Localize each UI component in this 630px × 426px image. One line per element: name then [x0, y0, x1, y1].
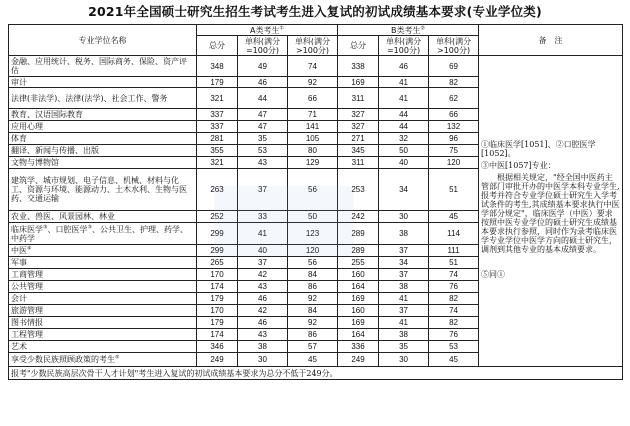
- b-sub2: 120: [429, 157, 479, 169]
- b-sub1: 38: [379, 329, 429, 341]
- b-total: 255: [338, 257, 379, 269]
- b-sub1: 50: [379, 145, 429, 157]
- b-sub2: 111: [429, 245, 479, 257]
- major-name: 公共管理: [9, 281, 197, 293]
- b-sub2: 53: [429, 341, 479, 353]
- a-sub2: 120: [288, 245, 338, 257]
- a-sub1: 47: [238, 109, 288, 121]
- header-b-sub1: 单科(满分=100分): [379, 36, 429, 56]
- b-sub1: 40: [379, 157, 429, 169]
- b-sub2: 82: [429, 317, 479, 329]
- a-sub2: 84: [288, 269, 338, 281]
- a-sub2: 45: [288, 353, 338, 367]
- a-sub2: 86: [288, 281, 338, 293]
- b-sub1: 38: [379, 281, 429, 293]
- major-name: 艺术: [9, 341, 197, 353]
- a-sub1: 33: [238, 211, 288, 223]
- a-sub2: 92: [288, 317, 338, 329]
- major-name: 建筑学、城市规划、电子信息、机械、材料与化工、资源与环境、能源动力、土木水利、生物与医药、交通运输: [9, 169, 197, 211]
- footnote-row: [9, 367, 623, 380]
- a-sub2: 80: [288, 145, 338, 157]
- b-total: 289: [338, 223, 379, 245]
- b-sub2: 82: [429, 293, 479, 305]
- major-name: 临床医学③、口腔医学③、公共卫生、护理、药学、中药学: [9, 223, 197, 245]
- header-b-total: 总分: [338, 36, 379, 56]
- a-sub2: 57: [288, 341, 338, 353]
- header-group-b: B类考生②: [338, 25, 479, 36]
- a-sub1: 43: [238, 329, 288, 341]
- b-total: 249: [338, 353, 379, 367]
- b-sub2: 114: [429, 223, 479, 245]
- note-2: ③中医[1057]专业：: [481, 161, 556, 170]
- b-sub1: 37: [379, 245, 429, 257]
- major-name: 应用心理: [9, 121, 197, 133]
- major-name: 翻译、新闻与传播、出版: [9, 145, 197, 157]
- a-total: 265: [197, 257, 238, 269]
- a-sub2: 141: [288, 121, 338, 133]
- b-sub1: 41: [379, 293, 429, 305]
- a-sub2: 92: [288, 77, 338, 88]
- b-sub2: 76: [429, 329, 479, 341]
- a-sub2: 92: [288, 293, 338, 305]
- a-sub1: 38: [238, 341, 288, 353]
- a-total: 174: [197, 329, 238, 341]
- b-total: 336: [338, 341, 379, 353]
- a-total: 321: [197, 88, 238, 109]
- a-total: 299: [197, 245, 238, 257]
- b-sub1: 32: [379, 133, 429, 145]
- a-total: 346: [197, 341, 238, 353]
- note-1: ①临床医学[1051]、②口腔医学[1052]。: [481, 140, 596, 158]
- b-sub2: 51: [429, 257, 479, 269]
- b-sub1: 30: [379, 211, 429, 223]
- major-name: 旅游管理: [9, 305, 197, 317]
- a-total: 337: [197, 109, 238, 121]
- a-total: 179: [197, 293, 238, 305]
- b-sub1: 41: [379, 317, 429, 329]
- note-3: 根据相关规定，"经全国中医药主管部门审批开办的中医学本科专业学生,报考并符合专业学位硕士研究生入学考试条件的考生,其成绩基本要求执行中医学部分规定"，临床医学（中医）要求按照中医专业学位的硕士研究生成绩基本要求执行参照，同时作为录考临床医学专业学位中医学方向的硕士研究生，调剂到其他专业的基本成绩要求。: [481, 173, 620, 254]
- a-sub1: 37: [238, 257, 288, 269]
- a-total: 299: [197, 223, 238, 245]
- major-name: 工程管理: [9, 329, 197, 341]
- a-sub2: 84: [288, 305, 338, 317]
- b-total: 169: [338, 317, 379, 329]
- b-sub2: 96: [429, 133, 479, 145]
- header-group-a: A类考生①: [197, 25, 338, 36]
- b-sub1: 35: [379, 341, 429, 353]
- a-sub1: 41: [238, 223, 288, 245]
- b-total: 345: [338, 145, 379, 157]
- header-a-sub2: 单科(满分>100分): [288, 36, 338, 56]
- a-total: 321: [197, 157, 238, 169]
- major-name: 图书情报: [9, 317, 197, 329]
- major-name: 享受少数民族照顾政策的考生⑤: [9, 353, 197, 367]
- b-sub1: 37: [379, 305, 429, 317]
- major-name: 文物与博物馆: [9, 157, 197, 169]
- b-sub2: 45: [429, 353, 479, 367]
- b-sub1: 34: [379, 257, 429, 269]
- b-total: 271: [338, 133, 379, 145]
- b-sub1: 44: [379, 121, 429, 133]
- b-total: 164: [338, 329, 379, 341]
- b-sub2: 76: [429, 281, 479, 293]
- a-sub1: 35: [238, 133, 288, 145]
- header-a-sub1: 单科(满分=100分): [238, 36, 288, 56]
- a-sub2: 86: [288, 329, 338, 341]
- a-sub2: 129: [288, 157, 338, 169]
- a-sub2: 50: [288, 211, 338, 223]
- b-sub2: 51: [429, 169, 479, 211]
- b-sub2: 74: [429, 269, 479, 281]
- b-total: 311: [338, 88, 379, 109]
- a-sub2: 105: [288, 133, 338, 145]
- a-sub1: 40: [238, 245, 288, 257]
- header-b-sub2: 单科(满分>100分): [429, 36, 479, 56]
- a-total: 281: [197, 133, 238, 145]
- major-name: 法律(非法学)、法律(法学)、社会工作、警务: [9, 88, 197, 109]
- major-name: 体育: [9, 133, 197, 145]
- major-name: 审计: [9, 77, 197, 88]
- b-sub1: 37: [379, 269, 429, 281]
- a-total: 355: [197, 145, 238, 157]
- b-sub1: 41: [379, 77, 429, 88]
- a-sub1: 43: [238, 281, 288, 293]
- b-sub1: 44: [379, 109, 429, 121]
- major-name: 金融、应用统计、税务、国际商务、保险、资产评估: [9, 56, 197, 77]
- major-name: 农业、兽医、风景园林、林业: [9, 211, 197, 223]
- a-sub1: 30: [238, 353, 288, 367]
- major-name: 会计: [9, 293, 197, 305]
- b-sub2: 69: [429, 56, 479, 77]
- header-a-total: 总分: [197, 36, 238, 56]
- b-sub1: 46: [379, 56, 429, 77]
- b-total: 253: [338, 169, 379, 211]
- footnote: 报考"少数民族高层次骨干人才计划"考生进入复试的初试成绩基本要求为总分不低于249分。: [9, 367, 623, 380]
- b-total: 311: [338, 157, 379, 169]
- b-total: 289: [338, 245, 379, 257]
- b-sub2: 66: [429, 109, 479, 121]
- a-sub1: 44: [238, 88, 288, 109]
- a-sub1: 43: [238, 157, 288, 169]
- b-sub2: 62: [429, 88, 479, 109]
- a-sub2: 66: [288, 88, 338, 109]
- a-total: 174: [197, 281, 238, 293]
- page-title: 2021年全国硕士研究生招生考试考生进入复试的初试成绩基本要求(专业学位类): [88, 4, 542, 19]
- b-sub1: 41: [379, 88, 429, 109]
- a-sub2: 56: [288, 257, 338, 269]
- b-total: 338: [338, 56, 379, 77]
- a-sub1: 46: [238, 77, 288, 88]
- a-total: 252: [197, 211, 238, 223]
- a-sub1: 46: [238, 293, 288, 305]
- b-total: 242: [338, 211, 379, 223]
- a-sub1: 53: [238, 145, 288, 157]
- a-sub2: 71: [288, 109, 338, 121]
- b-sub2: 75: [429, 145, 479, 157]
- b-total: 169: [338, 293, 379, 305]
- header-major-name: 专业学位名称: [9, 25, 197, 56]
- a-total: 263: [197, 169, 238, 211]
- b-total: 160: [338, 269, 379, 281]
- a-sub1: 46: [238, 317, 288, 329]
- a-total: 348: [197, 56, 238, 77]
- major-name: 教育、汉语国际教育: [9, 109, 197, 121]
- header-notes: 备 注: [479, 25, 623, 56]
- b-total: 160: [338, 305, 379, 317]
- b-sub2: 45: [429, 211, 479, 223]
- a-sub1: 42: [238, 269, 288, 281]
- a-sub1: 37: [238, 169, 288, 211]
- a-total: 337: [197, 121, 238, 133]
- b-sub2: 132: [429, 121, 479, 133]
- major-name: 军事: [9, 257, 197, 269]
- b-sub1: 30: [379, 353, 429, 367]
- table-row: [9, 56, 623, 77]
- a-sub2: 56: [288, 169, 338, 211]
- a-total: 170: [197, 305, 238, 317]
- major-name: 工商管理: [9, 269, 197, 281]
- a-total: 170: [197, 269, 238, 281]
- a-total: 249: [197, 353, 238, 367]
- score-requirements-table: [8, 24, 623, 380]
- a-sub2: 74: [288, 56, 338, 77]
- a-total: 179: [197, 317, 238, 329]
- major-name: 中医④: [9, 245, 197, 257]
- a-sub1: 42: [238, 305, 288, 317]
- note-4: ⑤同①: [481, 270, 506, 279]
- a-sub2: 123: [288, 223, 338, 245]
- b-sub1: 34: [379, 169, 429, 211]
- a-total: 179: [197, 77, 238, 88]
- b-sub2: 74: [429, 305, 479, 317]
- b-sub2: 82: [429, 77, 479, 88]
- notes-cell: [479, 56, 623, 367]
- a-sub1: 49: [238, 56, 288, 77]
- b-total: 164: [338, 281, 379, 293]
- b-total: 327: [338, 121, 379, 133]
- b-sub1: 38: [379, 223, 429, 245]
- b-total: 327: [338, 109, 379, 121]
- a-sub1: 47: [238, 121, 288, 133]
- b-total: 169: [338, 77, 379, 88]
